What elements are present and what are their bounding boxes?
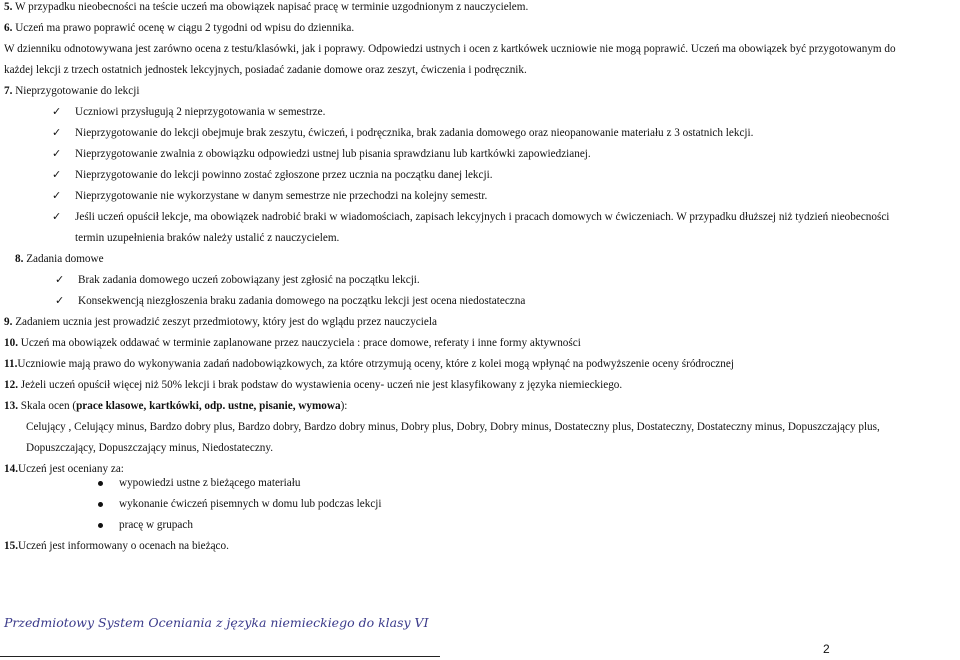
section14-item: wypowiedzi ustne z bieżącego materiału	[119, 477, 301, 489]
rule-6: 6. Uczeń ma prawo poprawić ocenę w ciągu 2 tygodni od wpisu do dziennika.	[4, 22, 355, 34]
check-icon: ✓	[52, 168, 62, 181]
bullet-icon	[98, 502, 103, 507]
check-icon: ✓	[52, 126, 62, 139]
rule-11: 11.Uczniowie mają prawo do wykonywania zadań nadobowiązkowych, za które otrzymują oceny, które z kolei mogą wpłynąć na podwyższenie oceny śródrocznej	[4, 358, 734, 370]
rule-6-text-1: W dzienniku odnotowywana jest zarówno ocena z testu/klasówki, jak i poprawy. Odpowiedzi ustnych i ocen z kartkówek uczniowie nie mogą poprawić. Uczeń ma obowiązek być przygotowanym do	[4, 43, 896, 55]
footer-rule	[0, 656, 440, 657]
section7-item: Nieprzygotowanie zwalnia z obowiązku odpowiedzi ustnej lub pisania sprawdzianu lub kartkówki zapowiedzianej.	[75, 148, 591, 160]
section7-item: Nieprzygotowanie do lekcji powinno zostać zgłoszone przez ucznia na początku danej lekcji.	[75, 169, 493, 181]
bullet-icon	[98, 481, 103, 486]
grade-scale-2: Dopuszczający, Dopuszczający minus, Niedostateczny.	[26, 442, 274, 454]
page-number: 2	[823, 642, 830, 656]
rule-5: 5. W przypadku nieobecności na teście uczeń ma obowiązek napisać pracę w terminie uzgodnionym z nauczycielem.	[4, 1, 529, 13]
section14-item: wykonanie ćwiczeń pisemnych w domu lub podczas lekcji	[119, 498, 382, 510]
grade-scale-1: Celujący , Celujący minus, Bardzo dobry plus, Bardzo dobry, Bardzo dobry minus, Dobry plus, Dobry, Dobry minus, Dostateczny plus, Dostateczny, Dostateczny minus, Dopuszczający plus,	[26, 421, 880, 433]
rule-15: 15.Uczeń jest informowany o ocenach na bieżąco.	[4, 540, 229, 552]
check-icon: ✓	[55, 294, 65, 307]
section7-item-cont: termin uzupełnienia braków należy ustalić z nauczycielem.	[75, 232, 340, 244]
check-icon: ✓	[55, 273, 65, 286]
footer-title: Przedmiotowy System Oceniania z języka niemieckiego do klasy VI	[4, 615, 429, 630]
rule-12: 12. Jeżeli uczeń opuścił więcej niż 50% lekcji i brak podstaw do wystawienia oceny- uczeń nie jest klasyfikowany z języka niemieckiego.	[4, 379, 623, 391]
rule-10: 10. Uczeń ma obowiązek oddawać w terminie zaplanowane przez nauczyciela : prace domowe, referaty i inne formy aktywności	[4, 337, 581, 349]
heading-14: 14.Uczeń jest oceniany za:	[4, 463, 124, 475]
section14-item: pracę w grupach	[119, 519, 193, 531]
section7-item: Jeśli uczeń opuścił lekcje, ma obowiązek nadrobić braki w wiadomościach, zapisach lekcyjnych i pracach domowych w ćwiczeniach. W przypadku dłuższej niż tydzień nieobecności	[75, 211, 890, 223]
section8-item: Brak zadania domowego uczeń zobowiązany jest zgłosić na początku lekcji.	[78, 274, 420, 286]
bullet-icon	[98, 523, 103, 528]
rule-13: 13. Skala ocen (prace klasowe, kartkówki, odp. ustne, pisanie, wymowa):	[4, 400, 348, 412]
rule-6-text-2: każdej lekcji z trzech ostatnich jednostek lekcyjnych, posiadać zadanie domowe oraz zeszyt, ćwiczenia i podręcznik.	[4, 64, 527, 76]
section8-item: Konsekwencją niezgłoszenia braku zadania domowego na początku lekcji jest ocena niedostateczna	[78, 295, 526, 307]
check-icon: ✓	[52, 147, 62, 160]
heading-8: 8. Zadania domowe	[15, 253, 104, 265]
section7-item: Nieprzygotowanie nie wykorzystane w danym semestrze nie przechodzi na kolejny semestr.	[75, 190, 488, 202]
check-icon: ✓	[52, 210, 62, 223]
check-icon: ✓	[52, 189, 62, 202]
section7-item: Nieprzygotowanie do lekcji obejmuje brak zeszytu, ćwiczeń, i podręcznika, brak zadania domowego oraz nieopanowanie materiału z 3 ostatnich lekcji.	[75, 127, 754, 139]
check-icon: ✓	[52, 105, 62, 118]
rule-9: 9. Zadaniem ucznia jest prowadzić zeszyt przedmiotowy, który jest do wglądu przez nauczyciela	[4, 316, 437, 328]
heading-7: 7. Nieprzygotowanie do lekcji	[4, 85, 140, 97]
section7-item: Uczniowi przysługują 2 nieprzygotowania w semestrze.	[75, 106, 326, 118]
